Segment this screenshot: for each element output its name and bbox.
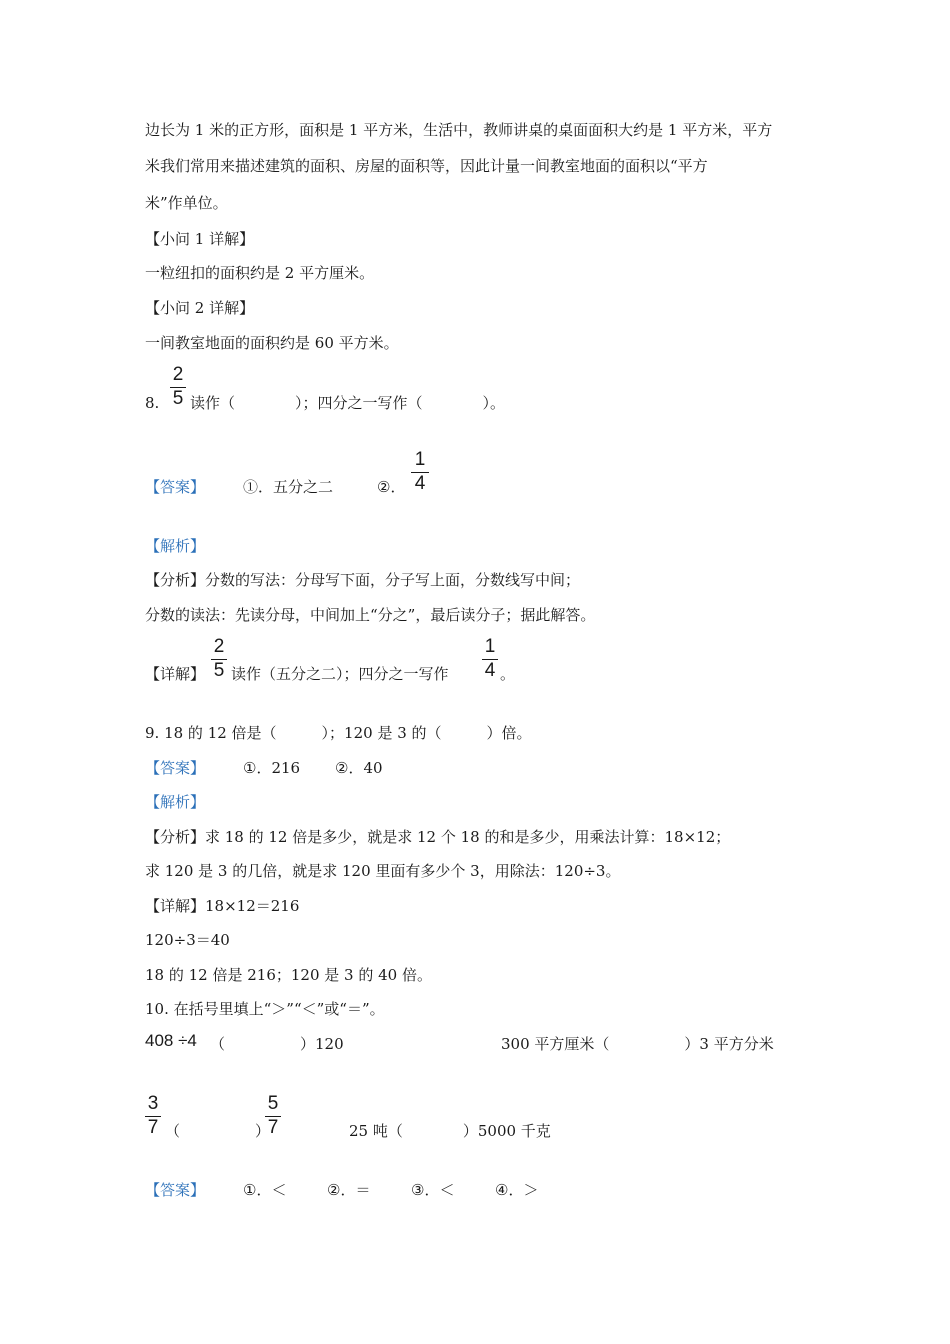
q9-analysis-1: 【分析】求 18 的 12 倍是多少，就是求 12 个 18 的和是多少，用乘法计算：18×12； <box>145 828 731 846</box>
q10-answer-2: ②．＝ <box>327 1181 371 1199</box>
q8-answer-fraction-numerator: 1 <box>414 449 426 470</box>
q8-detail-text: 读作（五分之二）；四分之一写作 <box>231 665 449 683</box>
subquestion-2-text: 一间教室地面的面积约是 60 平方米。 <box>145 334 399 352</box>
q9-detail-3: 18 的 12 倍是 216；120 是 3 的 40 倍。 <box>145 966 432 984</box>
q9-analysis-label: 【解析】 <box>145 793 206 811</box>
q8-detail-label: 【详解】 <box>145 665 206 683</box>
q8-fraction-denominator: 5 <box>172 388 184 409</box>
intro-line-1: 边长为 1 米的正方形，面积是 1 平方米，生活中，教师讲桌的桌面面积大约是 1 平方米，平方 <box>145 121 773 139</box>
q10-fraction-b <box>265 1094 281 1138</box>
q8-detail-fraction-2 <box>482 637 498 681</box>
q10-question-text: 10. 在括号里填上“＞”“＜”或“＝”。 <box>145 1000 385 1018</box>
q8-fraction-numerator: 2 <box>172 364 184 385</box>
intro-line-2: 米我们常用来描述建筑的面积、房屋的面积等，因此计量一间教室地面的面积以“平方 <box>145 157 708 175</box>
q10-answer-label: 【答案】 <box>145 1181 206 1199</box>
q9-detail-1: 【详解】18×12＝216 <box>145 897 300 915</box>
q9-analysis-2: 求 120 是 3 的几倍，就是求 120 里面有多少个 3，用除法：120÷3。 <box>145 862 621 880</box>
q10-fraction-b-denominator: 7 <box>267 1117 279 1138</box>
q10-answer-3: ③．＜ <box>411 1181 455 1199</box>
q8-detail-fraction-2-denominator: 4 <box>484 660 496 681</box>
q10-answer-4: ④．＞ <box>495 1181 539 1199</box>
q9-answer-label: 【答案】 <box>145 759 206 777</box>
q9-answer-2: ②．40 <box>335 759 383 777</box>
q10-fraction-a <box>145 1094 161 1138</box>
q8-detail-fraction-2-numerator: 1 <box>484 636 496 657</box>
q10-answer-1: ①．＜ <box>243 1181 287 1199</box>
q8-answer-2-marker: ②． <box>377 478 406 496</box>
subquestion-1-heading: 【小问 1 详解】 <box>145 230 255 248</box>
subquestion-2-heading: 【小问 2 详解】 <box>145 299 255 317</box>
q8-detail-fraction-1-denominator: 5 <box>213 660 225 681</box>
q10-expression-2: 300 平方厘米（ ）3 平方分米 <box>501 1035 774 1053</box>
q9-detail-2: 120÷3＝40 <box>145 931 230 949</box>
q10-expression-1: 408 ÷4 <box>145 1031 197 1050</box>
q10-expression-4: 25 吨（ ）5000 千克 <box>349 1122 551 1140</box>
q8-detail-fraction-1-numerator: 2 <box>213 636 225 657</box>
q9-question-text: 9. 18 的 12 倍是（ ）；120 是 3 的（ ）倍。 <box>145 724 532 742</box>
q9-answer-1: ①．216 <box>243 759 301 777</box>
q10-blank-1: （ ）120 <box>210 1035 344 1053</box>
q8-detail-fraction-1 <box>211 637 227 681</box>
q8-analysis-label: 【解析】 <box>145 537 206 555</box>
q8-answer-2-fraction <box>411 450 429 494</box>
q8-answer-fraction-denominator: 4 <box>414 473 426 494</box>
q10-blank-3: （ ） <box>165 1122 271 1140</box>
q8-number: 8. <box>145 394 160 412</box>
q8-answer-1: ①．五分之二 <box>243 478 334 496</box>
q10-fraction-a-denominator: 7 <box>147 1117 159 1138</box>
q10-fraction-b-numerator: 5 <box>267 1093 279 1114</box>
q10-fraction-a-numerator: 3 <box>147 1093 159 1114</box>
intro-line-3: 米”作单位。 <box>145 194 228 212</box>
q8-fraction <box>170 365 186 409</box>
q8-answer-label: 【答案】 <box>145 478 206 496</box>
subquestion-1-text: 一粒纽扣的面积约是 2 平方厘米。 <box>145 264 375 282</box>
q8-analysis-2: 分数的读法：先读分母，中间加上“分之”，最后读分子；据此解答。 <box>145 606 596 624</box>
q8-question-text: 读作（ ）；四分之一写作（ ）。 <box>190 394 506 412</box>
q8-detail-end: 。 <box>500 665 516 683</box>
q8-analysis-1: 【分析】分数的写法：分母写下面，分子写上面，分数线写中间； <box>145 571 581 589</box>
